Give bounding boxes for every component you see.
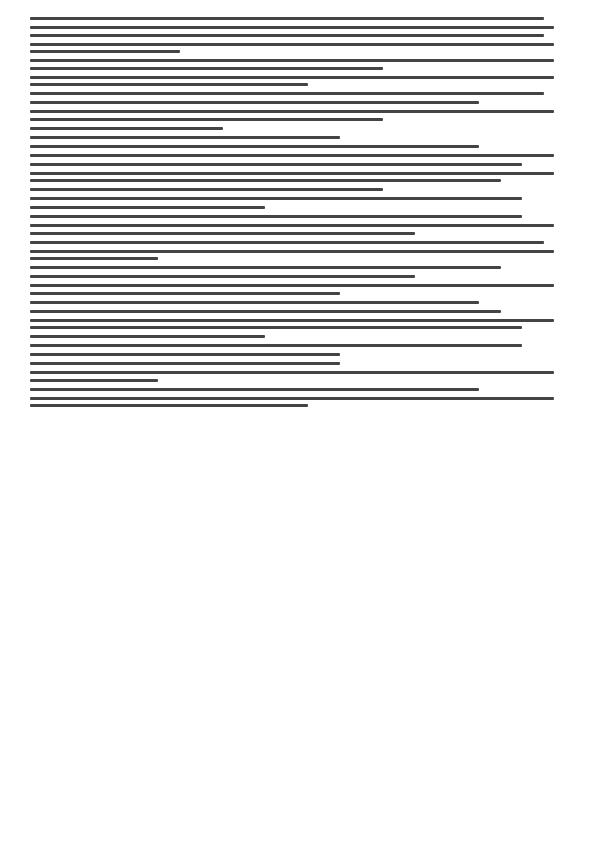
list-item (30, 206, 565, 209)
section-heading (30, 127, 565, 130)
list-item (30, 388, 565, 391)
paragraph (30, 136, 565, 139)
list-item (30, 301, 565, 304)
list-item (30, 154, 565, 157)
list-item (30, 172, 565, 183)
list-item (30, 188, 565, 191)
list-item (30, 266, 565, 269)
list-item (30, 110, 565, 121)
list-item (30, 224, 565, 235)
list-item (30, 371, 565, 382)
list-item (30, 145, 565, 148)
list-item (30, 275, 565, 278)
list-item (30, 76, 565, 87)
paragraph (30, 344, 565, 347)
list-item (30, 26, 565, 37)
list-item (30, 284, 565, 295)
list-item (30, 163, 565, 166)
list-item (30, 43, 565, 54)
list-item (30, 197, 565, 200)
list-item (30, 319, 565, 330)
paragraph (30, 17, 565, 20)
list-item (30, 59, 565, 70)
list-item (30, 353, 565, 356)
list-item (30, 101, 565, 104)
list-item (30, 241, 565, 244)
paragraph (30, 250, 565, 261)
list-item (30, 397, 565, 408)
list-item (30, 362, 565, 365)
section-heading (30, 335, 565, 338)
list-item (30, 310, 565, 313)
list-item (30, 92, 565, 95)
list-item (30, 215, 565, 218)
